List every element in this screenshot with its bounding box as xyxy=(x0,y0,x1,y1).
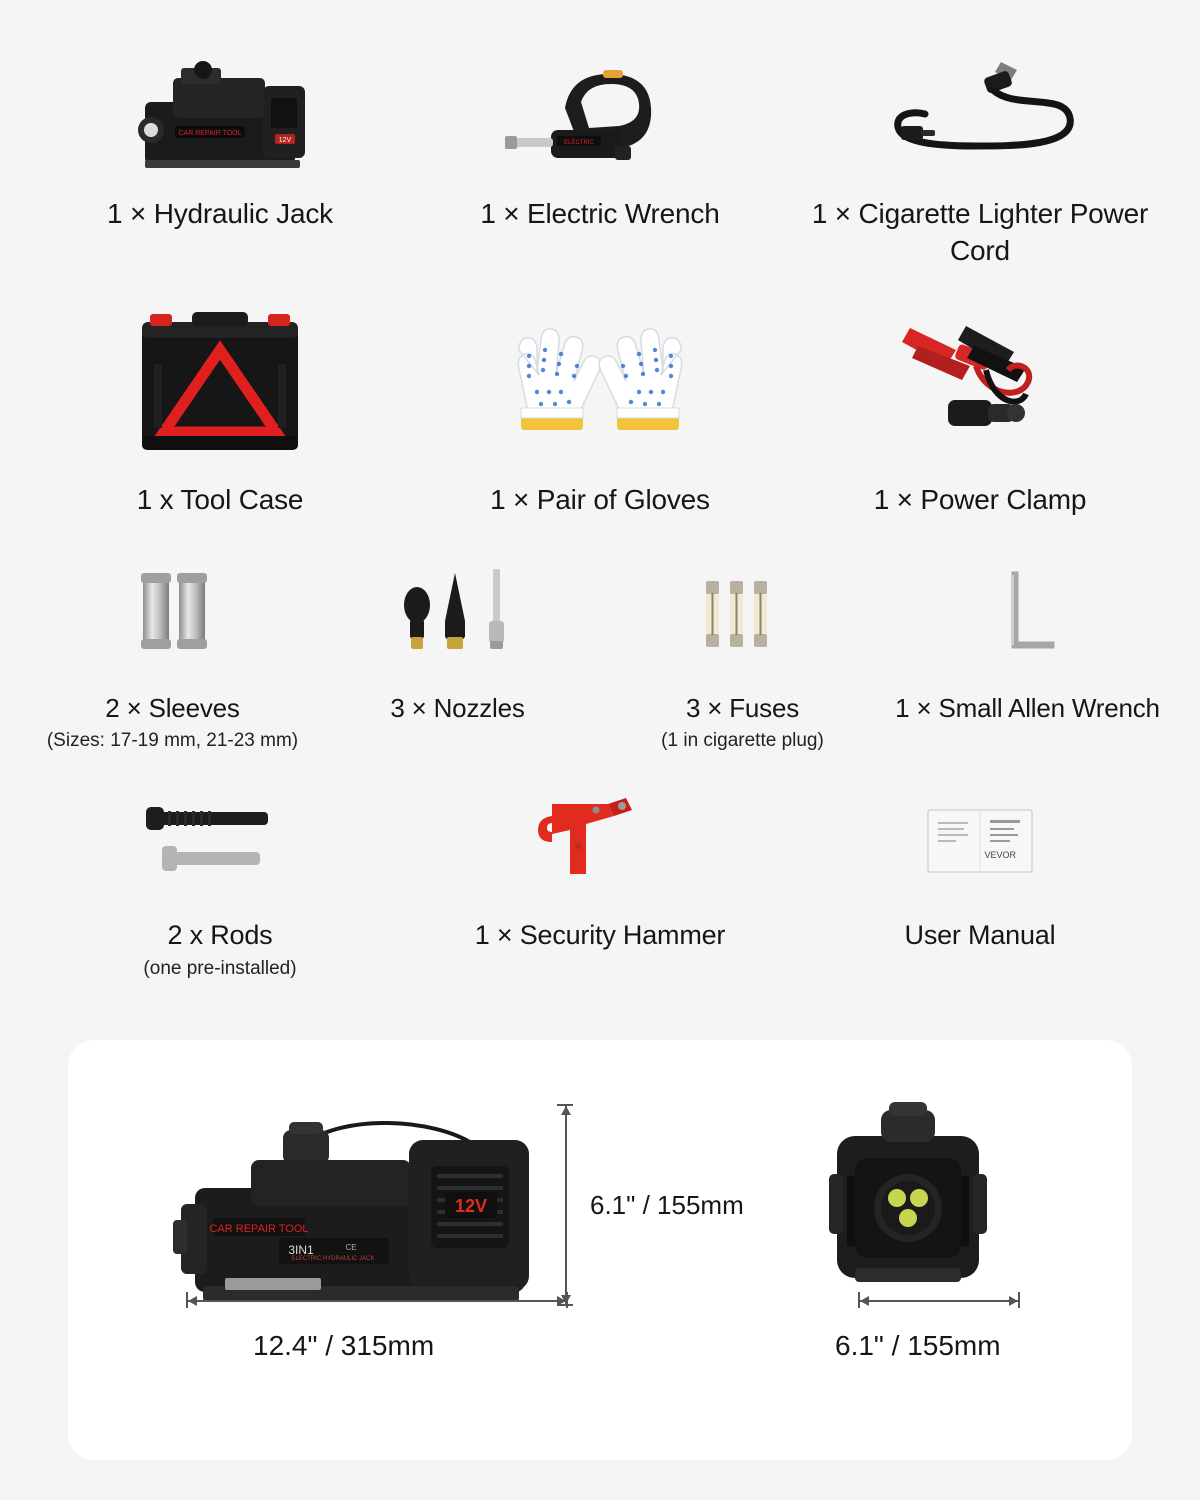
socket-sleeves-image xyxy=(103,559,243,669)
hydraulic-jack-image xyxy=(115,40,325,180)
fuses-image xyxy=(668,559,818,669)
side-width-line xyxy=(186,1300,566,1302)
front-width-label: 6.1" / 155mm xyxy=(835,1330,1001,1361)
item-tool-case xyxy=(30,304,410,519)
svg-text:CAR REPAIR TOOL: CAR REPAIR TOOL xyxy=(209,1223,309,1235)
item-label: 1 × Small Allen Wrench xyxy=(895,692,1160,723)
item-sleeves xyxy=(30,559,315,754)
item-security-hammer xyxy=(410,790,790,982)
air-nozzles-image xyxy=(383,559,533,669)
rods-image xyxy=(110,790,330,900)
item-label: 1 × Electric Wrench xyxy=(480,198,720,229)
item-rods xyxy=(30,790,410,982)
side-width-label: 12.4" / 315mm xyxy=(253,1330,435,1361)
side-width-arrow-right xyxy=(557,1296,566,1306)
item-nozzles xyxy=(315,559,600,754)
item-power-clamp xyxy=(790,304,1170,519)
work-gloves-image xyxy=(485,304,715,464)
item-label: 1 × Pair of Gloves xyxy=(490,483,710,515)
package-row-2 xyxy=(30,304,1170,519)
svg-text:ELECTRIC: ELECTRIC xyxy=(564,140,594,146)
allen-wrench-image xyxy=(953,559,1103,669)
item-label: 2 x Rods xyxy=(167,919,273,950)
front-width-arrow-left xyxy=(860,1296,869,1306)
front-width-arrow-right xyxy=(1009,1296,1018,1306)
item-fuses xyxy=(600,559,885,754)
dimensions-panel xyxy=(68,1040,1132,1460)
item-label: 1 × Security Hammer xyxy=(474,919,726,950)
item-label: 3 × Fuses xyxy=(685,692,800,723)
side-height-label: 6.1" / 155mm xyxy=(590,1190,744,1220)
svg-text:12V: 12V xyxy=(454,1196,488,1216)
side-width-tick-right xyxy=(566,1292,568,1308)
user-manual-image xyxy=(870,790,1090,900)
front-width-tick-right xyxy=(1018,1292,1020,1308)
jack-side-view-image xyxy=(173,1092,573,1327)
svg-text:12V: 12V xyxy=(278,137,292,144)
security-hammer-image xyxy=(490,790,710,900)
package-row-1 xyxy=(30,40,1170,270)
package-row-4 xyxy=(30,790,1170,982)
item-electric-wrench xyxy=(410,40,790,270)
power-clamp-image xyxy=(870,304,1090,464)
svg-text:ELECTRIC HYDRAULIC JACK: ELECTRIC HYDRAULIC JACK xyxy=(291,1256,375,1262)
item-label: 3 × Nozzles xyxy=(390,692,525,723)
item-label: 1 × Cigarette Lighter Power Cord xyxy=(811,198,1149,266)
item-sublabel: (1 in cigarette plug) xyxy=(661,730,824,752)
item-pair-of-gloves xyxy=(410,304,790,519)
svg-text:3IN1: 3IN1 xyxy=(288,1243,314,1257)
jack-front-view-image xyxy=(803,1096,1013,1301)
item-sublabel: (Sizes: 17-19 mm, 21-23 mm) xyxy=(46,730,299,752)
svg-text:CAR REPAIR TOOL: CAR REPAIR TOOL xyxy=(178,130,242,137)
electric-wrench-image xyxy=(495,40,705,180)
item-label: 1 × Power Clamp xyxy=(873,483,1087,515)
item-label: 1 x Tool Case xyxy=(136,483,304,515)
item-label: User Manual xyxy=(904,919,1056,950)
svg-text:CE: CE xyxy=(345,1243,357,1252)
front-width-line xyxy=(858,1300,1018,1302)
side-height-line xyxy=(565,1104,567,1304)
item-label: 2 × Sleeves xyxy=(105,692,240,723)
item-sublabel: (one pre-installed) xyxy=(143,958,297,980)
item-allen-wrench xyxy=(885,559,1170,754)
side-width-arrow-left xyxy=(188,1296,197,1306)
item-label: 1 × Hydraulic Jack xyxy=(107,198,333,229)
tool-case-image xyxy=(120,304,320,464)
side-height-arrow-up xyxy=(561,1106,571,1115)
svg-text:VEVOR: VEVOR xyxy=(984,849,1016,860)
cigarette-lighter-power-cord-image xyxy=(865,40,1095,180)
package-row-3 xyxy=(30,559,1170,754)
item-user-manual xyxy=(790,790,1170,982)
item-hydraulic-jack xyxy=(30,40,410,270)
item-cigarette-lighter-power-cord xyxy=(790,40,1170,270)
